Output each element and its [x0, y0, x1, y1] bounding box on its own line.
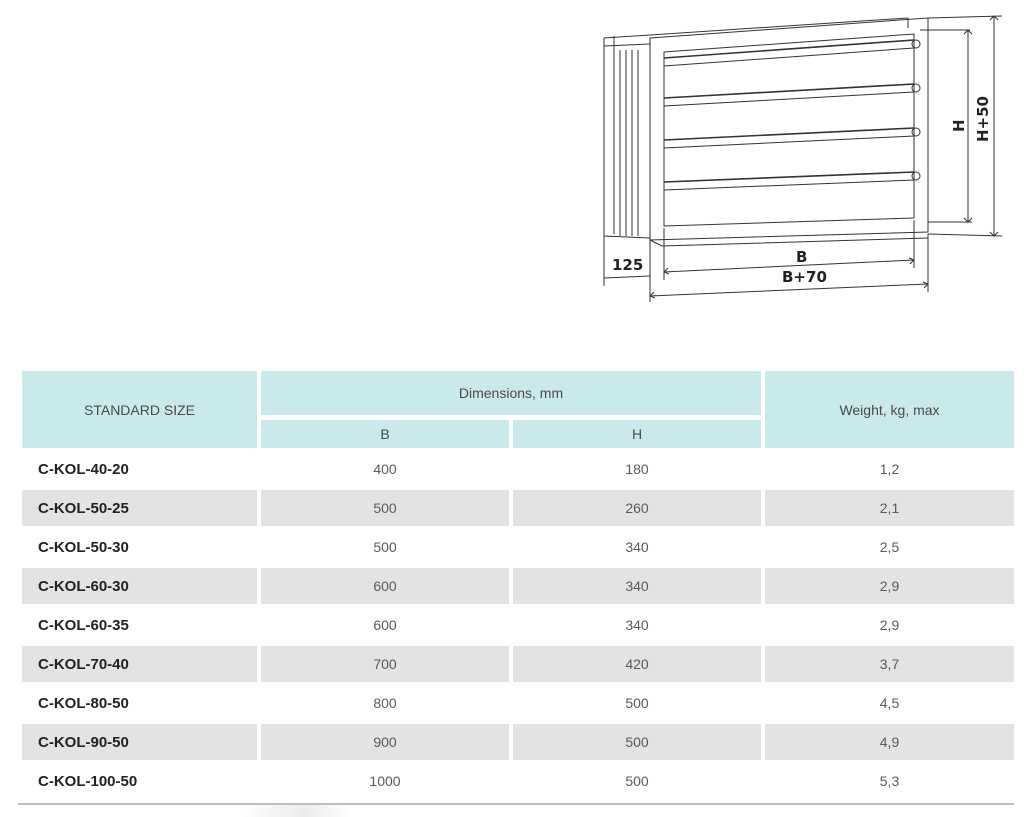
h-cell: 260 [513, 487, 761, 526]
dimension-label-h: H [950, 119, 968, 132]
size-specification-table [18, 371, 1018, 799]
header-dimensions: Dimensions, mm [261, 371, 761, 420]
size-name-cell: C-KOL-90-50 [22, 721, 257, 760]
weight-cell: 2,9 [765, 604, 1014, 643]
dimension-label-h50: H+50 [974, 96, 992, 142]
weight-cell: 4,5 [765, 682, 1014, 721]
weight-cell: 4,9 [765, 721, 1014, 760]
dimension-label-125: 125 [612, 256, 644, 274]
size-name-cell: C-KOL-50-25 [22, 487, 257, 526]
h-cell: 340 [513, 526, 761, 565]
table-row [22, 721, 1014, 760]
table-row [22, 526, 1014, 565]
header-b: B [261, 420, 509, 448]
h-cell: 500 [513, 760, 761, 799]
weight-cell: 1,2 [765, 448, 1014, 487]
size-name-cell: C-KOL-60-30 [22, 565, 257, 604]
weight-cell: 2,5 [765, 526, 1014, 565]
b-cell: 900 [261, 721, 509, 760]
header-weight: Weight, kg, max [765, 371, 1014, 448]
h-cell: 340 [513, 565, 761, 604]
b-cell: 600 [261, 604, 509, 643]
b-cell: 400 [261, 448, 509, 487]
h-cell: 420 [513, 643, 761, 682]
weight-cell: 3,7 [765, 643, 1014, 682]
b-cell: 500 [261, 487, 509, 526]
header-standard-size: STANDARD SIZE [22, 371, 257, 448]
table-row [22, 565, 1014, 604]
b-cell: 600 [261, 565, 509, 604]
b-cell: 700 [261, 643, 509, 682]
damper-drawing-svg [590, 6, 1015, 306]
table-row [22, 643, 1014, 682]
size-name-cell: C-KOL-60-35 [22, 604, 257, 643]
weight-cell: 2,9 [765, 565, 1014, 604]
table-row [22, 604, 1014, 643]
h-cell: 340 [513, 604, 761, 643]
size-name-cell: C-KOL-80-50 [22, 682, 257, 721]
b-cell: 1000 [261, 760, 509, 799]
table-bottom-rule [18, 803, 1014, 805]
b-cell: 500 [261, 526, 509, 565]
b-cell: 800 [261, 682, 509, 721]
weight-cell: 2,1 [765, 487, 1014, 526]
dimension-label-b: B [796, 248, 808, 266]
table-row [22, 487, 1014, 526]
weight-cell: 5,3 [765, 760, 1014, 799]
table-row [22, 448, 1014, 487]
table-row [22, 682, 1014, 721]
size-name-cell: C-KOL-40-20 [22, 448, 257, 487]
table-row [22, 760, 1014, 799]
size-name-cell: C-KOL-70-40 [22, 643, 257, 682]
header-h: H [513, 420, 761, 448]
h-cell: 180 [513, 448, 761, 487]
decorative-shape [240, 805, 350, 817]
h-cell: 500 [513, 721, 761, 760]
h-cell: 500 [513, 682, 761, 721]
size-name-cell: C-KOL-100-50 [22, 760, 257, 799]
size-name-cell: C-KOL-50-30 [22, 526, 257, 565]
damper-technical-drawing [590, 6, 1015, 306]
dimension-label-b70: B+70 [782, 268, 827, 286]
